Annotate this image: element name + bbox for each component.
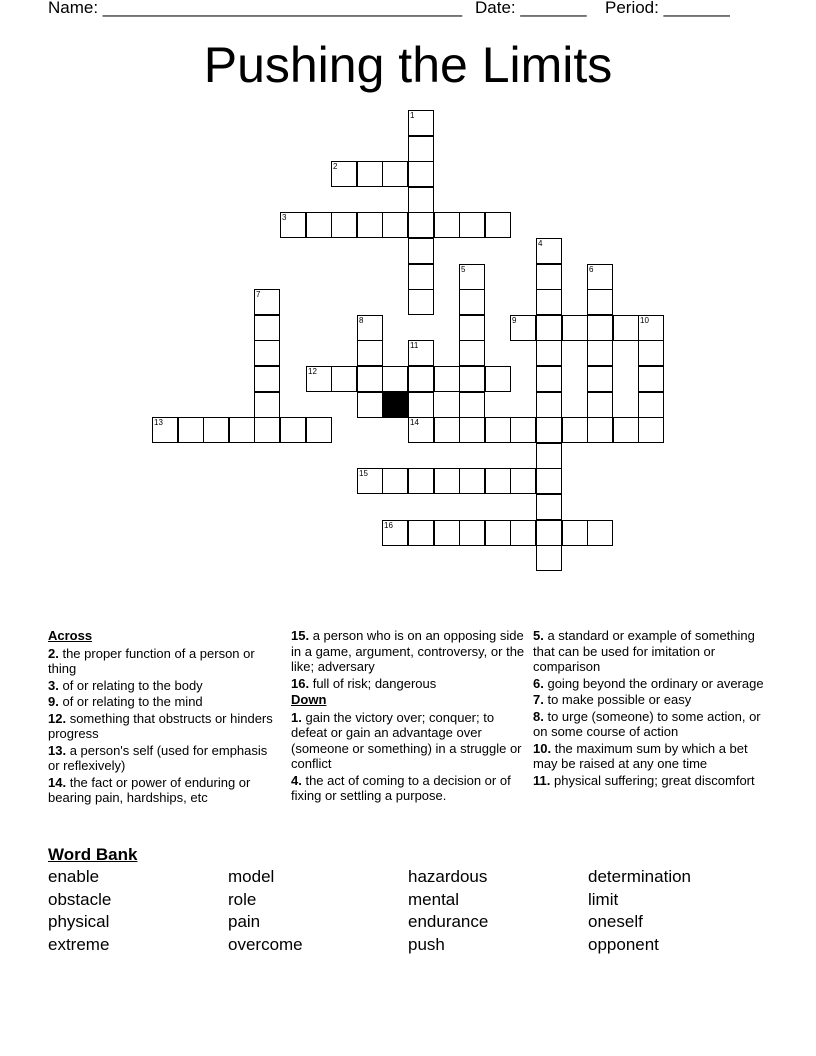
crossword-cell[interactable] — [510, 315, 536, 341]
clue-down-10: 10. the maximum sum by which a bet may be raised at any one time — [533, 740, 748, 771]
clue-number: 8 — [359, 316, 364, 325]
crossword-cell[interactable] — [485, 366, 511, 392]
crossword-cell[interactable] — [280, 417, 306, 443]
crossword-cell[interactable] — [408, 417, 434, 443]
crossword-cell[interactable] — [587, 315, 613, 341]
clue-down-5: 5. a standard or example of something that can be used for imitation or comparison — [533, 628, 755, 674]
word-bank-item: push — [408, 935, 445, 955]
across-heading: Across — [48, 628, 93, 643]
clues-column-1 — [48, 628, 282, 807]
word-bank-item: hazardous — [408, 867, 488, 886]
clue-number: 7 — [256, 290, 261, 299]
word-bank-item: extreme — [48, 935, 110, 955]
crossword-cell[interactable] — [536, 238, 562, 264]
crossword-cell[interactable] — [434, 366, 460, 392]
crossword-cell[interactable] — [638, 366, 664, 392]
crossword-cell[interactable] — [254, 366, 280, 392]
page-title: Pushing the Limits — [203, 37, 613, 93]
crossword-cell[interactable] — [587, 366, 613, 392]
crossword-cell[interactable] — [434, 212, 460, 238]
clues-column-2 — [291, 628, 525, 805]
crossword-cell[interactable] — [613, 315, 639, 341]
crossword-cell[interactable] — [536, 494, 562, 520]
clue-number: 13 — [154, 418, 163, 427]
crossword-cell[interactable] — [485, 212, 511, 238]
crossword-cell[interactable] — [562, 417, 588, 443]
crossword-cell[interactable] — [280, 212, 306, 238]
crossword-cell[interactable] — [152, 417, 178, 443]
clue-down-8: 8. to urge (someone) to some action, or on some course of action — [533, 708, 761, 739]
clue-number: 16 — [384, 521, 393, 530]
word-bank-item: mental — [408, 889, 460, 909]
clue-down-7: 7. to make possible or easy — [533, 692, 692, 707]
crossword-cell[interactable] — [434, 468, 460, 494]
clue-number: 4 — [538, 239, 543, 248]
word-bank-title: Word Bank — [48, 845, 138, 864]
crossword-cell[interactable] — [638, 315, 664, 341]
word-bank-item: endurance — [408, 912, 489, 932]
crossword-cell[interactable] — [382, 161, 408, 187]
date-field[interactable]: Date: _______ — [475, 0, 587, 17]
crossword-cell[interactable] — [510, 520, 536, 546]
crossword-cell[interactable] — [536, 366, 562, 392]
word-bank-item: limit — [588, 889, 619, 909]
clue-number: 2 — [333, 162, 338, 171]
word-bank-item: role — [228, 889, 257, 909]
crossword-cell[interactable] — [254, 315, 280, 341]
crossword-cell[interactable] — [587, 520, 613, 546]
clue-number: 15 — [359, 469, 368, 478]
crossword-cell[interactable] — [536, 392, 562, 418]
crossword-cell[interactable] — [254, 289, 280, 315]
crossword-cell[interactable] — [408, 187, 434, 213]
crossword-cell[interactable] — [408, 392, 434, 418]
crossword-cell[interactable] — [536, 264, 562, 290]
crossword-cell[interactable] — [178, 417, 204, 443]
clue-across-2: 2. the proper function of a person or thing — [48, 645, 255, 676]
word-bank-item: determination — [588, 867, 692, 886]
crossword-cell[interactable] — [357, 340, 383, 366]
crossword-cell[interactable] — [638, 417, 664, 443]
crossword-cell[interactable] — [408, 136, 434, 162]
crossword-cell[interactable] — [536, 443, 562, 469]
word-bank-item: obstacle — [48, 889, 112, 909]
clue-across-12: 12. something that obstructs or hinders progress — [48, 710, 273, 741]
clue-number: 6 — [589, 265, 594, 274]
crossword-cell[interactable] — [587, 340, 613, 366]
crossword-cell[interactable] — [638, 392, 664, 418]
name-field[interactable]: Name: ______________________________________ — [48, 0, 463, 17]
clue-across-9: 9. of or relating to the mind — [48, 694, 203, 709]
crossword-block — [382, 392, 408, 418]
word-bank-item: enable — [48, 867, 100, 886]
word-bank-item: opponent — [588, 935, 659, 955]
crossword-cell[interactable] — [485, 520, 511, 546]
clue-down-4: 4. the act of coming to a decision or of fixing or settling a purpose. — [291, 772, 511, 803]
crossword-cell[interactable] — [485, 468, 511, 494]
crossword-cell[interactable] — [408, 212, 434, 238]
clue-across-3: 3. of or relating to the body — [48, 677, 203, 693]
clue-down-1: 1. gain the victory over; conquer; to defeat or gain an advantage over (someone or something) in a struggle or conflict — [291, 709, 522, 771]
crossword-cell[interactable] — [382, 520, 408, 546]
crossword-cell[interactable] — [408, 264, 434, 290]
crossword-cell[interactable] — [408, 289, 434, 315]
clue-across-13: 13. a person's self (used for emphasis or reflexively) — [48, 742, 268, 773]
clue-number: 10 — [640, 316, 649, 325]
crossword-cell[interactable] — [536, 315, 562, 341]
crossword-cell[interactable] — [331, 366, 357, 392]
crossword-cell[interactable] — [485, 417, 511, 443]
crossword-cell[interactable] — [357, 315, 383, 341]
crossword-cell[interactable] — [382, 366, 408, 392]
crossword-cell[interactable] — [459, 468, 485, 494]
crossword-cell[interactable] — [459, 340, 485, 366]
clue-number: 14 — [410, 418, 419, 427]
crossword-cell[interactable] — [536, 520, 562, 546]
word-bank-item: pain — [228, 912, 261, 932]
crossword-cell[interactable] — [562, 520, 588, 546]
down-heading: Down — [291, 692, 327, 707]
period-field[interactable]: Period: _______ — [605, 0, 730, 17]
crossword-cell[interactable] — [408, 110, 434, 136]
word-bank-item: overcome — [228, 935, 303, 955]
crossword-cell[interactable] — [408, 520, 434, 546]
clue-down-6: 6. going beyond the ordinary or average — [533, 675, 764, 691]
crossword-cell[interactable] — [587, 264, 613, 290]
word-bank-item: oneself — [588, 912, 643, 932]
clue-number: 1 — [410, 111, 415, 120]
crossword-cell[interactable] — [408, 238, 434, 264]
crossword-cell[interactable] — [357, 366, 383, 392]
clue-number: 12 — [308, 367, 317, 376]
crossword-cell[interactable] — [357, 161, 383, 187]
crossword-cell[interactable] — [459, 315, 485, 341]
crossword-cell[interactable] — [638, 340, 664, 366]
crossword-cell[interactable] — [434, 417, 460, 443]
crossword-cell[interactable] — [536, 545, 562, 571]
crossword-cell[interactable] — [459, 520, 485, 546]
crossword-cell[interactable] — [229, 417, 255, 443]
crossword-cell[interactable] — [254, 392, 280, 418]
clues-section — [48, 628, 768, 828]
crossword-cell[interactable] — [587, 289, 613, 315]
crossword-cell[interactable] — [459, 264, 485, 290]
crossword-cell[interactable] — [408, 366, 434, 392]
crossword-cell[interactable] — [254, 417, 280, 443]
crossword-cell[interactable] — [408, 468, 434, 494]
crossword-cell[interactable] — [613, 417, 639, 443]
crossword-cell[interactable] — [203, 417, 229, 443]
crossword-cell[interactable] — [459, 366, 485, 392]
clues-column-3 — [533, 628, 768, 789]
word-bank — [48, 867, 768, 958]
clue-number: 3 — [282, 213, 287, 222]
crossword-cell[interactable] — [254, 340, 280, 366]
crossword-cell[interactable] — [382, 212, 408, 238]
crossword-cell[interactable] — [408, 340, 434, 366]
clue-number: 5 — [461, 265, 466, 274]
crossword-cell[interactable] — [587, 417, 613, 443]
crossword-cell[interactable] — [510, 468, 536, 494]
word-bank-item: physical — [48, 912, 110, 932]
crossword-cell[interactable] — [331, 212, 357, 238]
crossword-cell[interactable] — [357, 468, 383, 494]
clue-number: 9 — [512, 316, 517, 325]
crossword-cell[interactable] — [382, 468, 408, 494]
crossword-cell[interactable] — [357, 212, 383, 238]
crossword-cell[interactable] — [562, 315, 588, 341]
crossword-cell[interactable] — [536, 468, 562, 494]
crossword-cell[interactable] — [306, 417, 332, 443]
clue-across-15: 15. a person who is on an opposing side in a game, argument, controversy, or the like; adversary — [291, 628, 525, 674]
clue-across-14: 14. the fact or power of enduring or bearing pain, hardships, etc — [48, 774, 251, 805]
crossword-cell[interactable] — [434, 520, 460, 546]
crossword-cell[interactable] — [306, 212, 332, 238]
crossword-cell[interactable] — [459, 212, 485, 238]
crossword-cell[interactable] — [536, 289, 562, 315]
crossword-cell[interactable] — [331, 161, 357, 187]
crossword-cell[interactable] — [306, 366, 332, 392]
word-bank-item: model — [228, 867, 275, 886]
crossword-cell[interactable] — [459, 417, 485, 443]
crossword-cell[interactable] — [510, 417, 536, 443]
crossword-cell[interactable] — [536, 417, 562, 443]
crossword-cell[interactable] — [357, 392, 383, 418]
crossword-cell[interactable] — [408, 161, 434, 187]
clue-across-16: 16. full of risk; dangerous — [291, 675, 437, 691]
crossword-cell[interactable] — [536, 340, 562, 366]
crossword-cell[interactable] — [587, 392, 613, 418]
clue-number: 11 — [410, 341, 419, 350]
clue-down-11: 11. physical suffering; great discomfort — [533, 772, 755, 788]
crossword-cell[interactable] — [459, 289, 485, 315]
crossword-cell[interactable] — [459, 392, 485, 418]
